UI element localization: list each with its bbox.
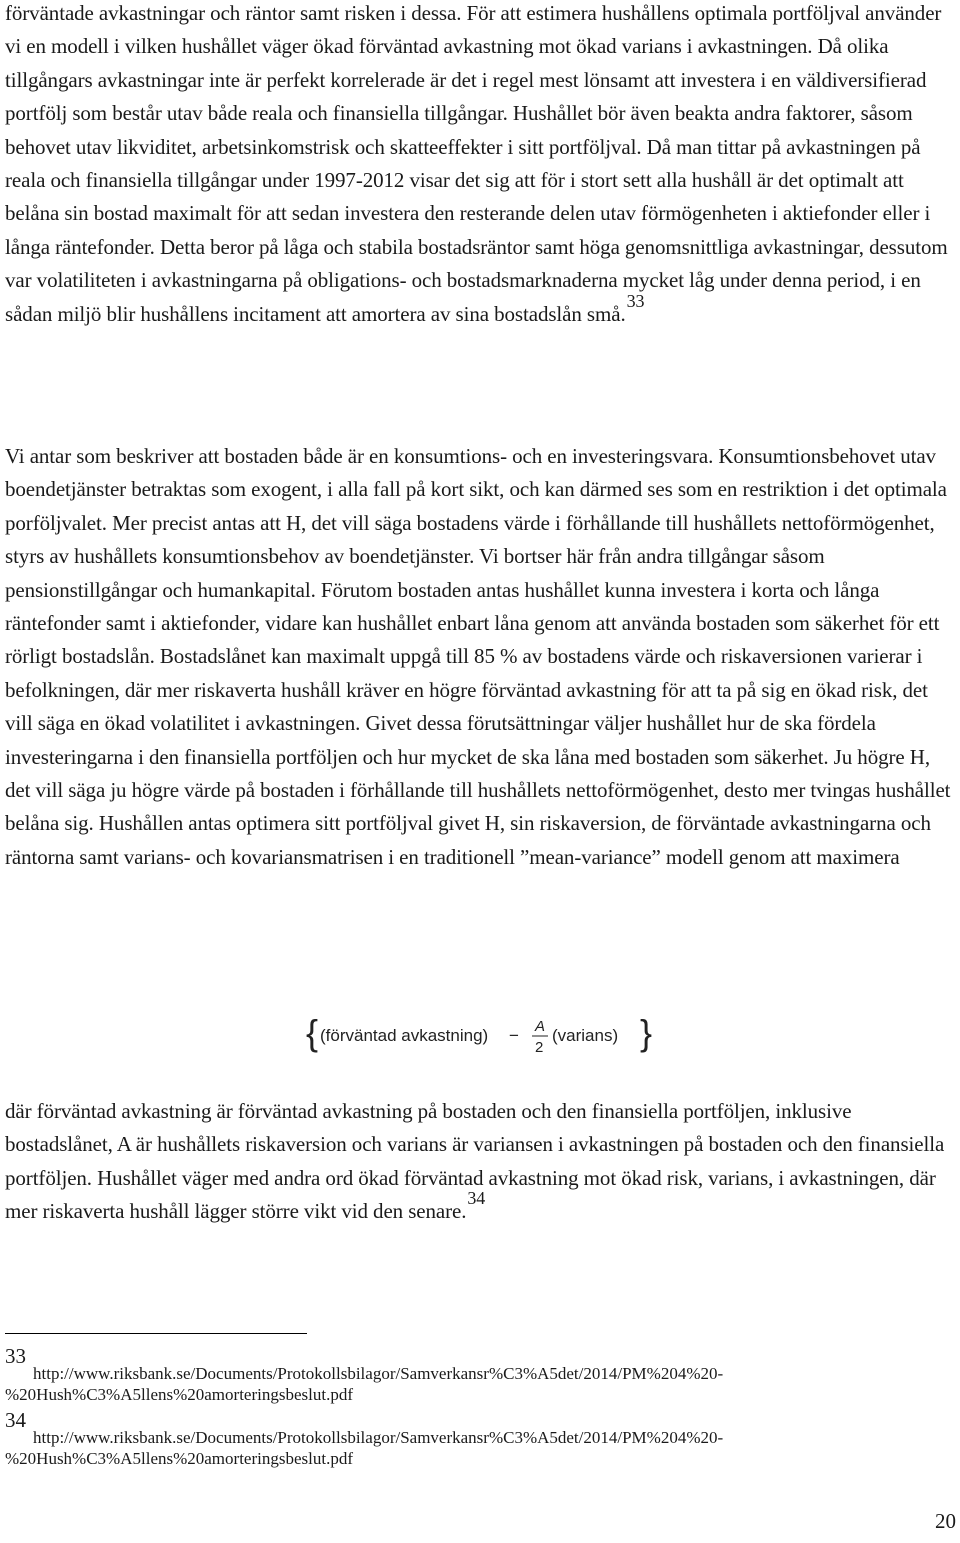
footnote-33 <box>5 1345 945 1405</box>
formula-numerator: A <box>535 1018 546 1035</box>
formula-expected-return: (förväntad avkastning) <box>320 1026 489 1045</box>
footnote-separator <box>5 1333 307 1334</box>
footnote-link[interactable]: http://www.riksbank.se/Documents/Protokollsbilagor/Samverkansr%C3%A5det/2014/PM%204%20- <box>33 1364 724 1383</box>
formula-open-brace: { <box>306 1012 319 1053</box>
footnote-link-continued[interactable]: %20Hush%C3%A5llens%20amorteringsbeslut.pdf <box>5 1385 353 1404</box>
paragraph-1-text: förväntade avkastningar och räntor samt risken i dessa. För att estimera hushållens optimala portföljval använder vi en modell i vilken hushållet väger ökad förväntad avkastning mot ökad varians i avkastningen. Då olika tillgångars avkastningar inte är perfekt korrelerade är det i regel mest lönsamt att investera i en väldiversifierad portfölj som består utav både reala och finansiella tillgångar. Hushållet bör även beakta andra faktorer, såsom behovet utav likviditet, arbetsinkomstrisk och skatteeffekter i sitt portföljval. Då man tittar på avkastningen på reala och finansiella tillgångar under 1997-2012 visar det sig att för i stort sett alla hushåll är det optimalt att belåna sin bostad maximalt för att sedan investera den resterande delen utav förmögenheten i aktiefonder eller i långa räntefonder. Detta beror på låga och stabila bostadsräntor samt höga genomsnittliga avkastningar, dessutom var volatiliteten i avkastningarna på obligations- och bostadsmarknaderna mycket låg under denna period, i en sådan miljö blir hushållens incitament att amortera av sina bostadslån små. <box>5 1 948 326</box>
objective-formula <box>306 1012 656 1058</box>
formula-close-brace: } <box>640 1012 653 1053</box>
footnote-number: 33 <box>5 1344 26 1368</box>
formula-denominator: 2 <box>535 1039 544 1056</box>
formula-minus: − <box>509 1026 519 1045</box>
footnote-link-continued[interactable]: %20Hush%C3%A5llens%20amorteringsbeslut.pdf <box>5 1449 353 1468</box>
footnote-number: 34 <box>5 1408 26 1432</box>
footnote-ref-34[interactable]: 34 <box>467 1188 486 1209</box>
paragraph-1 <box>5 0 957 332</box>
formula-variance: (varians) <box>552 1026 619 1045</box>
footnote-link[interactable]: http://www.riksbank.se/Documents/Protokollsbilagor/Samverkansr%C3%A5det/2014/PM%204%20- <box>33 1428 724 1447</box>
paragraph-3-text: där förväntad avkastning är förväntad avkastning på bostaden och den finansiella portföljen, inklusive bostadslånet, A är hushållets riskaversion och varians är variansen i avkastningen på bostaden och den finansiella portföljen. Hushållet väger med andra ord ökad förväntad avkastning mot ökad risk, varians, i avkastningen, där mer riskaverta hushåll lägger större vikt vid den senare. <box>5 1099 945 1224</box>
footnote-ref-33[interactable]: 33 <box>626 290 645 311</box>
paragraph-3 <box>5 1095 957 1230</box>
page-number: 20 <box>935 1509 956 1533</box>
footnote-34 <box>5 1409 945 1469</box>
paragraph-2: Vi antar som beskriver att bostaden både är en konsumtions- och en investeringsvara. Konsumtionsbehovet utav boendetjänster betraktas som exogent, i alla fall på kort sikt, och kan därmed ses som en restriktion i det optimala porföljvalet. Mer precist antas att H, det vill säga bostadens värde i förhållande till hushållets nettoförmögenhet, styrs av hushållets konsumtionsbehov av boendetjänster. Vi bortser här från andra tillgångar såsom pensionstillgångar och humankapital. Förutom bostaden antas hushållet kunna investera i korta och långa räntefonder samt i aktiefonder, vidare kan hushållet enbart låna genom att använda bostaden som säkerhet för ett rörligt bostadslån. Bostadslånet kan maximalt uppgå till 85 % av bostadens värde och riskaversionen varierar i befolkningen, där mer riskaverta hushåll kräver en högre förväntad avkastning för att ta på sig en ökad risk, det vill säga en ökad volatilitet i avkastningen. Givet dessa förutsättningar väljer hushållet hur de ska fördela investeringarna i den finansiella portföljen och hur mycket de ska låna med bostaden som säkerhet. Ju högre H, det vill säga ju högre värde på bostaden i förhållande till hushållets nettoförmögenhet, desto mer tvingas hushållet belåna sig. Hushållen antas optimera sitt portföljval givet H, sin riskaversion, de förväntade avkastningarna och räntorna samt varians- och kovariansmatrisen i en traditionell ”mean-variance” modell genom att maximera <box>5 444 951 869</box>
